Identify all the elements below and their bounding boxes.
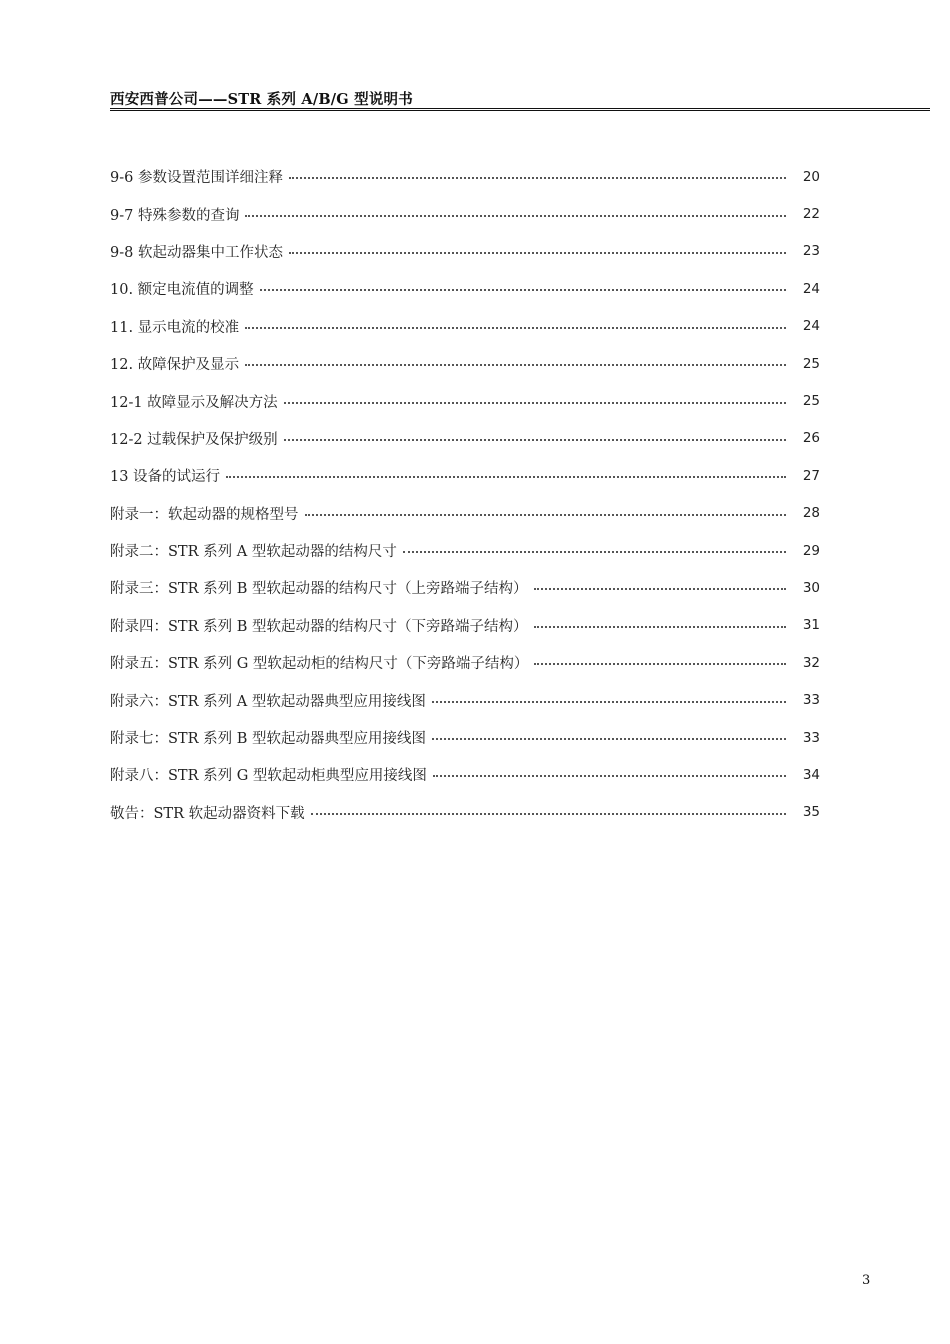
toc-dot-leader (534, 587, 786, 590)
toc-entry-label: 附录八：STR 系列 G 型软起动柜典型应用接线图 (110, 768, 427, 785)
toc-entry-page: 24 (802, 318, 820, 335)
toc-entry-page: 23 (802, 243, 820, 260)
toc-entry[interactable] (110, 794, 820, 831)
toc-entry-page: 27 (802, 467, 820, 484)
toc-entry[interactable] (110, 308, 820, 345)
toc-dot-leader (245, 214, 786, 217)
page-number: 3 (862, 1273, 871, 1288)
toc-dot-leader (260, 288, 786, 291)
toc-entry-label: 附录七：STR 系列 B 型软起动器典型应用接线图 (110, 731, 427, 748)
toc-dot-leader (403, 550, 786, 553)
toc-entry[interactable] (110, 382, 820, 419)
toc-entry-label: 11. 显示电流的校准 (110, 319, 240, 336)
toc-entry-page: 29 (802, 542, 820, 559)
toc-entry-page: 20 (802, 168, 820, 185)
toc-entry-label: 9-8 软起动器集中工作状态 (110, 244, 283, 261)
toc-entry[interactable] (110, 756, 820, 793)
toc-entry-page: 32 (802, 654, 820, 671)
toc-entry[interactable] (110, 607, 820, 644)
toc-entry-label: 12-1 故障显示及解决方法 (110, 394, 278, 411)
toc-entry-page: 22 (802, 206, 820, 223)
toc-dot-leader (284, 438, 786, 441)
toc-entry-label: 敬告：STR 软起动器资料下载 (110, 805, 305, 822)
toc-entry-label: 附录四：STR 系列 B 型软起动器的结构尺寸（下旁路端子结构） (110, 618, 528, 635)
toc-entry-label: 9-7 特殊参数的查询 (110, 207, 240, 224)
toc-entry-page: 33 (802, 692, 820, 709)
toc-entry[interactable] (110, 158, 820, 195)
toc-dot-leader (432, 737, 786, 740)
toc-entry[interactable] (110, 270, 820, 307)
toc-entry-page: 34 (802, 766, 820, 783)
toc-entry[interactable] (110, 345, 820, 382)
toc-entry-page: 30 (802, 579, 820, 596)
toc-entry[interactable] (110, 420, 820, 457)
toc-dot-leader (433, 774, 786, 777)
toc-dot-leader (226, 475, 786, 478)
toc-dot-leader (289, 251, 786, 254)
toc-dot-leader (289, 176, 786, 179)
toc-entry[interactable] (110, 569, 820, 606)
toc-entry-page: 25 (802, 393, 820, 410)
toc-dot-leader (245, 363, 786, 366)
toc-entry-label: 13 设备的试运行 (110, 469, 221, 486)
toc-entry-page: 24 (802, 280, 820, 297)
toc-dot-leader (432, 700, 786, 703)
toc-entry-label: 附录五：STR 系列 G 型软起动柜的结构尺寸（下旁路端子结构） (110, 656, 529, 673)
toc-dot-leader (284, 401, 786, 404)
toc-dot-leader (534, 625, 786, 628)
toc-entry-page: 33 (802, 729, 820, 746)
toc-entry[interactable] (110, 719, 820, 756)
toc-dot-leader (534, 662, 786, 665)
toc-entry[interactable] (110, 532, 820, 569)
toc-entry-label: 9-6 参数设置范围详细注释 (110, 170, 283, 187)
toc-dot-leader (245, 326, 786, 329)
toc-entry-page: 26 (802, 430, 820, 447)
page-header (110, 86, 930, 111)
toc-entry-label: 12-2 过载保护及保护级别 (110, 431, 278, 448)
toc-entry[interactable] (110, 495, 820, 532)
toc-entry-label: 附录一：软起动器的规格型号 (110, 506, 299, 523)
toc-dot-leader (311, 812, 786, 815)
toc-entry-label: 附录二：STR 系列 A 型软起动器的结构尺寸 (110, 544, 397, 561)
toc-entry[interactable] (110, 457, 820, 494)
toc-entry-page: 35 (802, 804, 820, 821)
toc-entry[interactable] (110, 233, 820, 270)
toc-dot-leader (305, 513, 787, 516)
toc-entry-label: 12. 故障保护及显示 (110, 357, 240, 374)
toc-entry[interactable] (110, 195, 820, 232)
toc-entry-page: 28 (802, 505, 820, 522)
toc-entry[interactable] (110, 681, 820, 718)
table-of-contents (110, 158, 820, 831)
toc-entry-page: 25 (802, 355, 820, 372)
toc-entry-page: 31 (802, 617, 820, 634)
toc-entry[interactable] (110, 644, 820, 681)
toc-entry-label: 10. 额定电流值的调整 (110, 282, 254, 299)
header-title: 西安西普公司——STR 系列 A/B/G 型说明书 (110, 91, 413, 108)
toc-entry-label: 附录三：STR 系列 B 型软起动器的结构尺寸（上旁路端子结构） (110, 581, 528, 598)
toc-entry-label: 附录六：STR 系列 A 型软起动器典型应用接线图 (110, 693, 426, 710)
